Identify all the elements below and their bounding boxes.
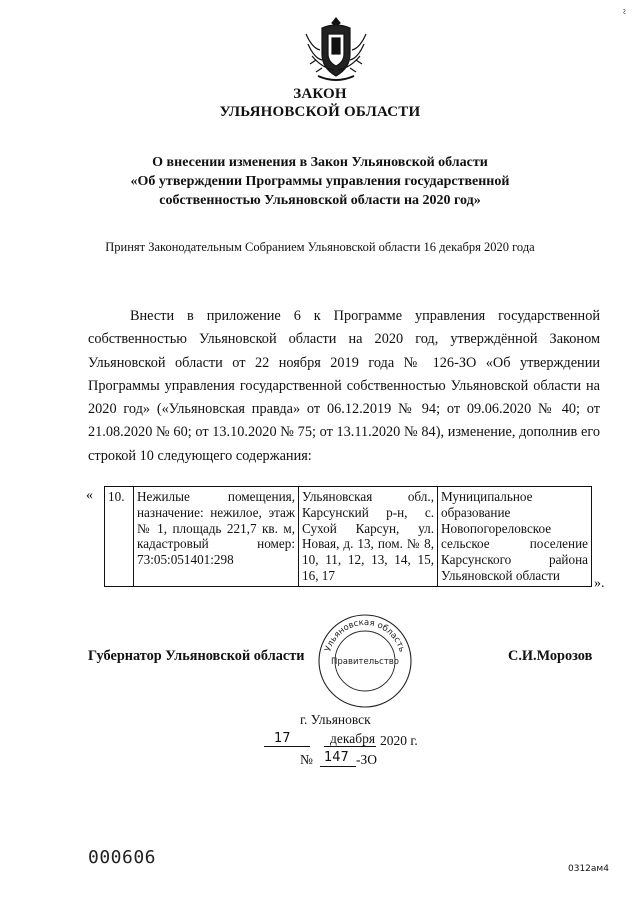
object-address: Ульяновская обл., Карсунский р-н, с. Сухой Карсун, ул. Новая, д. 13, пом. № 8, 10, 11, 12, 13, 14, 15, 16, 17 [299, 487, 438, 587]
table-row [105, 487, 592, 587]
object-holder: Муниципальное образование Новопогореловское сельское поселение Карсунского района Ульяновской области [438, 487, 592, 587]
seal-ring-text: Ульяновская область [323, 617, 407, 654]
date-year: 2020 г. [380, 733, 418, 748]
law-region: УЛЬЯНОВСКОЙ ОБЛАСТИ [219, 104, 421, 120]
coat-of-arms-icon [302, 14, 370, 84]
property-table [104, 486, 592, 587]
number-suffix: -ЗО [356, 752, 378, 767]
date-day: 17 [274, 731, 291, 746]
table-close-quote: ». [594, 576, 605, 591]
law-body-text: Внести в приложение 6 к Программе управления государственной собственностью Ульяновской области на 2020 год, утверждённой Законом Ульяновской области от 22 ноября 2019 года № 126-ЗО «Об утверждении Программы управления государственной собственностью Ульяновской области на 2020 год» («Ульяновская правда» от 06.12.2019 № 94; от 09.06.2020 № 40; от 21.08.2020 № 60; от 13.10.2020 № 75; от 13.11.2020 № 84), изменение, дополнив его строкой 10 следующего содержания: [88, 308, 600, 464]
seal-center-text: Правительство [331, 657, 399, 667]
signatory-position: Губернатор Ульяновской области [88, 648, 305, 664]
serial-number: 000606 [88, 847, 157, 868]
adoption-note: Принят Законодательным Собранием Ульяновской области 16 декабря 2020 года [105, 240, 535, 254]
signatory-name: С.И.Морозов [508, 648, 593, 664]
object-description: Нежилые помещения, назначение: нежилое, этаж № 1, площадь 221,7 кв. м, кадастровый номер: 73:05:051401:298 [134, 487, 299, 587]
subject-line-2: «Об утверждении Программы управления государственной [130, 174, 510, 189]
subject-line-1: О внесении изменения в Закон Ульяновской области [152, 155, 488, 170]
table-open-quote: « [86, 488, 93, 503]
subject-line-3: собственностью Ульяновской области на 2020 год» [159, 193, 481, 208]
row-number: 10. [105, 487, 134, 587]
city: г. Ульяновск [300, 712, 371, 727]
date-month: декабря [330, 731, 376, 746]
law-number: 147 [324, 750, 349, 765]
number-prefix: № [300, 752, 313, 767]
corner-mark: ~ [617, 8, 629, 15]
form-code: 0312ам4 [568, 864, 609, 874]
law-title: ЗАКОН [293, 86, 347, 102]
official-seal [316, 612, 414, 710]
